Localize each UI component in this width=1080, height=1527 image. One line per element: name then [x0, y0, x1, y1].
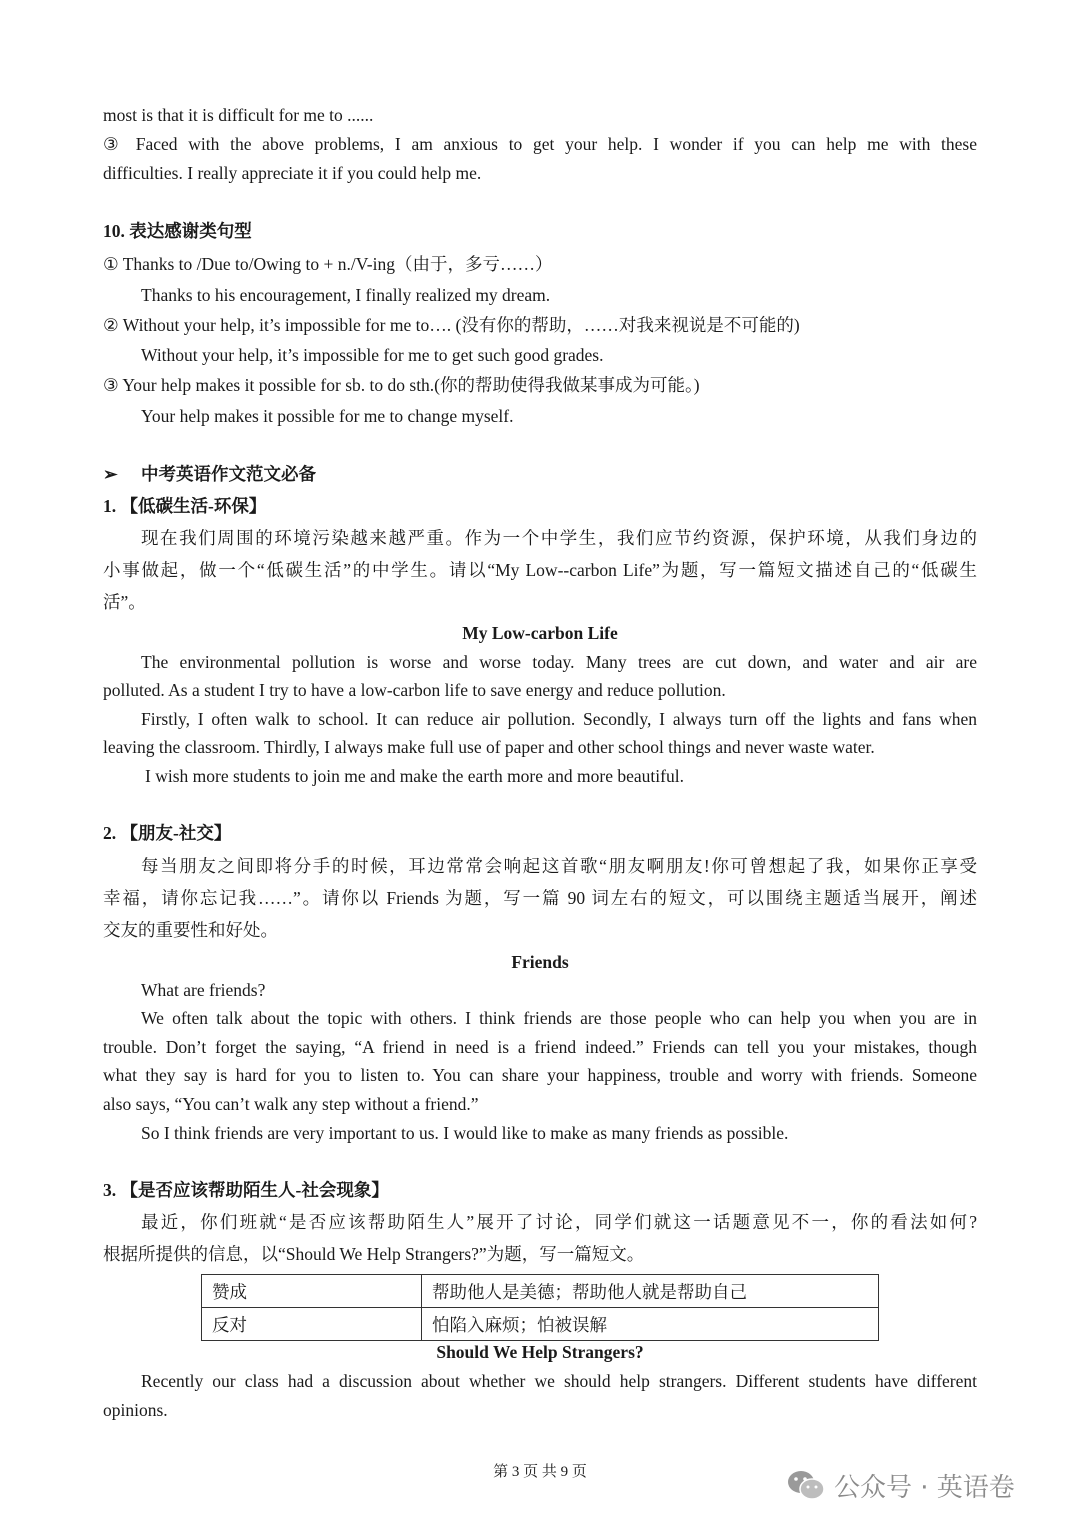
- text-line: most is that it is difficult for me to ......: [103, 105, 374, 125]
- sentence-pattern: ② Without your help, it’s impossible for me to…. (没有你的帮助，……对我来视说是不可能的): [103, 315, 800, 335]
- wechat-icon: [786, 1468, 826, 1502]
- prompt-line: 小事做起，做一个“低碳生活”的中学生。请以“My Low--carbon Life”为题，写一篇短文描述自己的“低碳生: [103, 560, 977, 580]
- essay-title: Should We Help Strangers?: [436, 1342, 644, 1362]
- essay-line: So I think friends are very important to us. I would like to make as many friends as possible.: [141, 1123, 789, 1143]
- arrow-bullet-icon: ➢: [103, 464, 118, 484]
- essays-heading: ➢ 中考英语作文范文必备: [103, 464, 316, 484]
- essay-line: We often talk about the topic with others. I think friends are those people who can help you when you are in: [141, 1008, 977, 1028]
- watermark-text: 公众号 · 英语卷: [834, 1472, 1015, 1503]
- prompt-line: 最近，你们班就“是否应该帮助陌生人”展开了讨论，同学们就这一话题意见不一，你的看法如何?: [141, 1212, 977, 1232]
- essay-title: Friends: [511, 952, 569, 972]
- table-row: [202, 1275, 879, 1308]
- prompt-line: 每当朋友之间即将分手的时候，耳边常常会响起这首歌“朋友啊朋友!你可曾想起了我，如果你正享受: [141, 856, 977, 876]
- essay-line: also says, “You can’t walk any step without a friend.”: [103, 1094, 479, 1114]
- example-sentence: Your help makes it possible for me to change myself.: [141, 406, 514, 426]
- example-sentence: Without your help, it’s impossible for me to get such good grades.: [141, 345, 604, 365]
- opinion-table: [201, 1274, 879, 1341]
- essay-line: what they say is hard for you to listen to. You can share your happiness, trouble and worry with friends. Someone: [103, 1065, 977, 1085]
- prompt-line: 根据所提供的信息，以“Should We Help Strangers?”为题，写一篇短文。: [103, 1244, 645, 1264]
- essay-line: I wish more students to join me and make the earth more and more beautiful.: [145, 766, 684, 786]
- essay-line: opinions.: [103, 1400, 168, 1420]
- essay-heading: 1. 【低碳生活-环保】: [103, 496, 267, 516]
- essay-line: Firstly, I often walk to school. It can reduce air pollution. Secondly, I always turn off the lights and fans when: [141, 709, 977, 729]
- essay-line: polluted. As a student I try to have a low-carbon life to save energy and reduce pollution.: [103, 680, 726, 700]
- prompt-line: 幸福，请你忘记我……”。请你以 Friends 为题，写一篇 90 词左右的短文，可以围绕主题适当展开，阐述: [103, 888, 977, 908]
- table-cell: 帮助他人是美德；帮助他人就是帮助自己: [422, 1275, 879, 1308]
- prompt-line: 现在我们周围的环境污染越来越严重。作为一个中学生，我们应节约资源，保护环境，从我们身边的: [141, 528, 977, 548]
- essay-heading: 2. 【朋友-社交】: [103, 823, 232, 843]
- sentence-pattern: ① Thanks to /Due to/Owing to + n./V-ing（由于，多亏……）: [103, 254, 553, 274]
- table-cell: 赞成: [202, 1275, 422, 1308]
- sentence-pattern: ③ Your help makes it possible for sb. to do sth.(你的帮助使得我做某事成为可能。): [103, 375, 700, 395]
- table-cell: 怕陷入麻烦；怕被误解: [422, 1308, 879, 1341]
- essay-line: leaving the classroom. Thirdly, I always make full use of paper and other school things and never waste water.: [103, 737, 875, 757]
- essay-title: My Low-carbon Life: [462, 623, 618, 643]
- prompt-line: 活”。: [103, 592, 146, 612]
- page-number: 第 3 页 共 9 页: [493, 1464, 587, 1480]
- essay-line: The environmental pollution is worse and worse today. Many trees are cut down, and water and air are: [141, 652, 977, 672]
- text-line: ③ Faced with the above problems, I am anxious to get your help. I wonder if you can help me with these: [103, 134, 977, 154]
- text-line: difficulties. I really appreciate it if you could help me.: [103, 163, 482, 183]
- example-sentence: Thanks to his encouragement, I finally realized my dream.: [141, 285, 551, 305]
- table-cell: 反对: [202, 1308, 422, 1341]
- prompt-line: 交友的重要性和好处。: [103, 920, 278, 940]
- table-row: [202, 1308, 879, 1341]
- essay-line: trouble. Don’t forget the saying, “A friend in need is a friend indeed.” Friends can tell you your mistakes, though: [103, 1037, 977, 1057]
- essay-line: Recently our class had a discussion about whether we should help strangers. Different students have different: [141, 1371, 977, 1391]
- essay-heading: 3. 【是否应该帮助陌生人-社会现象】: [103, 1180, 389, 1200]
- section-heading: 10. 表达感谢类句型: [103, 221, 252, 241]
- watermark: [786, 1465, 1015, 1505]
- essay-line: What are friends?: [141, 980, 266, 1000]
